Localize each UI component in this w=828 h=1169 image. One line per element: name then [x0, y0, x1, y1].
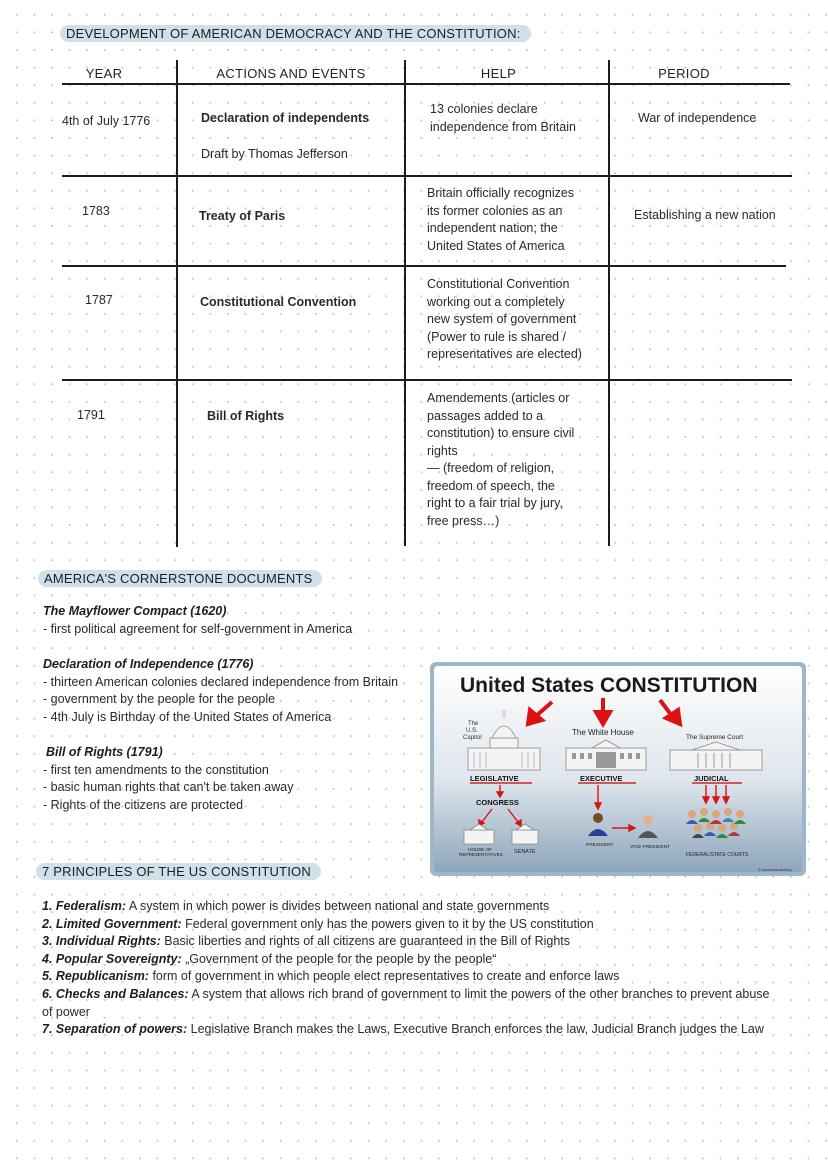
row-1-year: 4th of July 1776 — [62, 114, 151, 128]
president-label: PRESIDENT — [586, 843, 614, 848]
courts-label: FEDERAL/STATE COURTS — [686, 852, 749, 858]
row-4-help-line: free press…) — [427, 514, 500, 528]
house-label: HOUSE OF — [468, 847, 492, 852]
row-4-help-line: freedom of speech, the — [427, 479, 555, 493]
row-2-help-line: independent nation; the — [427, 221, 558, 235]
row-2-help-line: United States of America — [427, 239, 565, 253]
principle-item: 5. Republicanism: form of government in which people elect representatives to create and enforce laws — [42, 969, 620, 983]
row-4-event: Bill of Rights — [207, 409, 285, 423]
senate-label: SENATE — [514, 849, 536, 855]
row-2-year: 1783 — [82, 204, 110, 218]
principle-item: 4. Popular Sovereignty: „Government of the people for the people by the people“ — [42, 952, 497, 966]
row-3-help-line: new system of government — [427, 312, 577, 326]
row-4-help-line: — (freedom of religion, — [427, 461, 555, 475]
doc-point: - 4th July is Birthday of the United States of America — [43, 710, 332, 724]
table-header-rule — [62, 83, 790, 85]
doc-title-declaration: Declaration of Independence (1776) — [43, 657, 254, 671]
row-3-year: 1787 — [85, 293, 113, 307]
house-label: REPRESENTATIVES — [459, 852, 503, 857]
principle-item: 2. Limited Government: Federal government only has the powers given to it by the US constitution — [42, 917, 594, 931]
principle-item: 1. Federalism: A system in which power is divides between national and state governments — [42, 899, 550, 913]
doc-point: - basic human rights that can't be taken away — [43, 780, 294, 794]
row-3-help-line: Constitutional Convention — [427, 277, 570, 291]
row-2-help-line: its former colonies as an — [427, 204, 563, 218]
row-2-help-line: Britain officially recognizes — [427, 186, 575, 200]
doc-title-mayflower: The Mayflower Compact (1620) — [43, 604, 227, 618]
principle-item: 7. Separation of powers: Legislative Branch makes the Laws, Executive Branch enforces the law, Judicial Branch judges the Law — [42, 1022, 764, 1036]
header-year: YEAR — [85, 66, 123, 81]
row-4-help-line: constitution) to ensure civil — [427, 426, 575, 440]
row-4-year: 1791 — [77, 408, 105, 422]
executive-label: EXECUTIVE — [580, 774, 623, 783]
row-3-help-line: working out a completely — [427, 295, 565, 309]
doc-title-bill-of-rights: Bill of Rights (1791) — [46, 745, 163, 759]
diagram-credit: © havefunteaching — [758, 867, 792, 872]
row-1-help-line: 13 colonies declare — [430, 102, 538, 116]
header-period: PERIOD — [658, 66, 710, 81]
header-help: HELP — [480, 66, 517, 81]
table-column-divider — [608, 60, 610, 546]
diagram-title: United States CONSTITUTION — [460, 674, 758, 697]
row-3-event: Constitutional Convention — [200, 295, 357, 309]
section-title-development: DEVELOPMENT OF AMERICAN DEMOCRACY AND THE CONSTITUTION: — [60, 25, 531, 42]
header-actions: ACTIONS AND EVENTS — [216, 66, 366, 81]
doc-point: - Rights of the citizens are protected — [43, 798, 244, 812]
doc-point: - first political agreement for self-government in America — [43, 622, 353, 636]
row-4-help-line: Amendements (articles or — [427, 391, 570, 405]
principle-item: 6. Checks and Balances: A system that allows rich brand of government to limit the powers of the other branches to prevent abuse of power — [42, 987, 770, 1019]
vice-president-label: VICE PRESIDENT — [630, 845, 670, 850]
principle-item: 3. Individual Rights: Basic liberties and rights of all citizens are guaranteed in the Bill of Rights — [42, 934, 571, 948]
legislative-label: LEGISLATIVE — [470, 774, 519, 783]
row-1-event: Declaration of independents — [201, 111, 370, 125]
section-title-cornerstone: AMERICA'S CORNERSTONE DOCUMENTS — [38, 570, 322, 587]
row-4-help-line: right to a fair trial by jury, — [427, 496, 563, 510]
doc-point: - first ten amendments to the constitution — [43, 763, 269, 777]
constitution-diagram — [430, 662, 806, 876]
capitol-label: U.S. — [466, 728, 478, 734]
table-column-divider — [176, 60, 178, 547]
row-4-help-line: passages added to a — [427, 409, 544, 423]
row-4-help-line: rights — [427, 444, 458, 458]
judicial-label: JUDICIAL — [694, 774, 729, 783]
capitol-label: Capitol — [463, 735, 482, 741]
white-house-label: The White House — [572, 728, 634, 737]
congress-label: CONGRESS — [476, 798, 519, 807]
table-row-divider — [62, 175, 792, 177]
row-3-help-line: representatives are elected) — [427, 347, 582, 361]
doc-point: - thirteen American colonies declared independence from Britain — [43, 675, 399, 689]
supreme-court-label: The Supreme Court — [686, 734, 744, 741]
row-1-period: War of independence — [638, 111, 757, 125]
section-title-principles: 7 PRINCIPLES OF THE US CONSTITUTION — [36, 863, 321, 880]
doc-point: - government by the people for the people — [43, 692, 276, 706]
row-1-event-note: Draft by Thomas Jefferson — [201, 147, 348, 161]
table-row-divider — [62, 265, 786, 267]
table-row-divider — [62, 379, 792, 381]
row-2-event: Treaty of Paris — [199, 209, 286, 223]
capitol-label: The — [468, 721, 479, 727]
row-1-help-line: independence from Britain — [430, 120, 576, 134]
table-column-divider — [404, 60, 406, 546]
row-3-help-line: (Power to rule is shared / — [427, 330, 566, 344]
row-2-period: Establishing a new nation — [634, 208, 776, 222]
